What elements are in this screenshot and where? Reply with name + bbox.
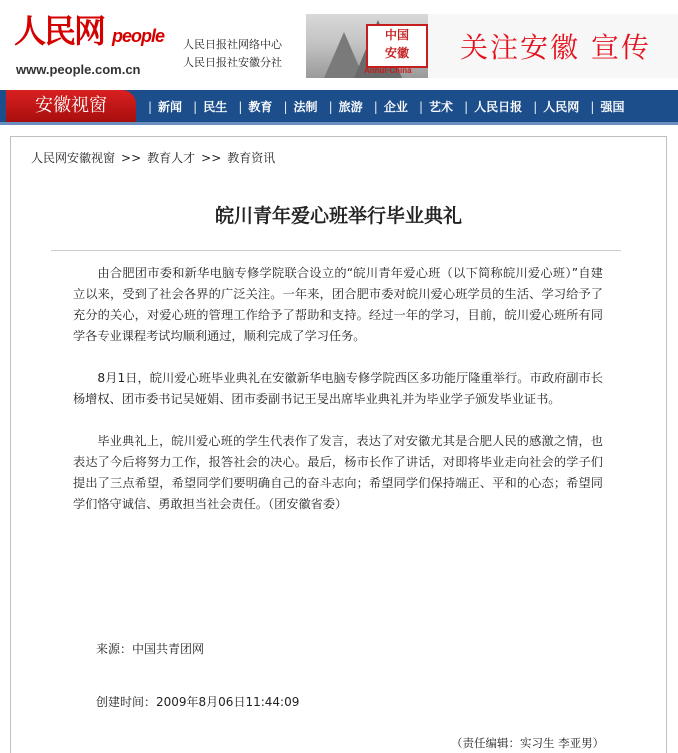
article-body <box>73 263 603 515</box>
article-created-time: 创建时间：2009年8月06日11:44:09 <box>96 695 300 709</box>
seal-subtitle: Anhui·China <box>364 66 412 75</box>
article-paragraph: 8月1日，皖川爱心班毕业典礼在安徽新华电脑专修学院西区多功能厅隆重举行。市政府副市长杨增权、团市委书记吴娅娟、团市委副书记王旻出席毕业典礼并为毕业学子颁发毕业证书。 <box>73 371 603 406</box>
org-line-2: 人民日报社安徽分社 <box>183 56 282 69</box>
nav-separator: | <box>193 100 198 114</box>
mountain-photo <box>306 14 428 78</box>
nav-separator: | <box>533 100 538 114</box>
nav-separator: | <box>418 100 423 114</box>
channel-title[interactable]: 安徽视窗 <box>6 90 136 122</box>
nav-separator: | <box>283 100 288 114</box>
nav-link-peoples-daily[interactable]: 人民日报 <box>474 100 523 114</box>
nav-link-qiangguo[interactable]: 强国 <box>600 100 625 114</box>
nav-link-news[interactable]: 新闻 <box>158 100 183 114</box>
site-header <box>0 0 678 90</box>
nav-link-people-net[interactable]: 人民网 <box>543 100 580 114</box>
nav-link-law[interactable]: 法制 <box>293 100 318 114</box>
anhui-banner[interactable] <box>306 14 678 78</box>
nav-link-business[interactable]: 企业 <box>383 100 408 114</box>
nav-separator: | <box>238 100 243 114</box>
logo-people: people <box>112 26 165 46</box>
nav-separator: | <box>590 100 595 114</box>
anhui-seal <box>366 24 428 68</box>
breadcrumb-home[interactable]: 人民网安徽视窗 <box>31 151 116 165</box>
org-line-1: 人民日报社网络中心 <box>183 38 282 51</box>
article-editor: （责任编辑：实习生 李亚男） <box>451 736 605 750</box>
breadcrumb-separator: >> <box>201 151 222 165</box>
article-paragraph: 由合肥团市委和新华电脑专修学院联合设立的“皖川青年爱心班（以下简称皖川爱心班）”自建立以来，受到了社会各界的广泛关注。一年来，团合肥市委对皖川爱心班学员的生活、学习给予了充分的关心，对爱心班的管理工作给予了帮助和支持。经过一年的学习，目前，皖川爱心班所有同学各专业课程考试均顺利通过，顺利完成了学习任务。 <box>73 266 603 343</box>
nav-link-art[interactable]: 艺术 <box>428 100 453 114</box>
main-nav <box>0 90 678 125</box>
seal-line-2: 安徽 <box>384 46 409 60</box>
logo-brand: 人民网 <box>14 12 105 50</box>
article-title: 皖川青年爱心班举行毕业典礼 <box>214 205 462 227</box>
nav-link-education[interactable]: 教育 <box>248 100 273 114</box>
org-info <box>183 36 282 72</box>
breadcrumb-education-talent[interactable]: 教育人才 <box>147 151 196 165</box>
logo-url: www.people.com.cn <box>16 62 141 77</box>
breadcrumb-education-news[interactable]: 教育资讯 <box>227 151 276 165</box>
nav-separator: | <box>373 100 378 114</box>
title-divider <box>51 250 621 251</box>
nav-separator: | <box>328 100 333 114</box>
seal-line-1: 中国 <box>384 28 409 42</box>
article-paragraph: 毕业典礼上，皖川爱心班的学生代表作了发言，表达了对安徽尤其是合肥人民的感激之情，也表达了今后将努力工作，报答社会的决心。最后，杨市长作了讲话，对即将毕业走向社会的学子们提出了三点希望，希望同学们要明确自己的奋斗志向；希望同学们保持端正、平和的心态；希望同学们恪守诚信、勇敢担当社会责任。（团安徽省委） <box>73 434 603 511</box>
nav-links <box>142 90 624 122</box>
breadcrumb-separator: >> <box>121 151 142 165</box>
breadcrumb <box>31 149 275 166</box>
article-source: 来源：中国共青团网 <box>96 642 205 656</box>
people-logo[interactable] <box>14 12 179 82</box>
article-container <box>10 136 667 753</box>
nav-separator: | <box>464 100 469 114</box>
nav-separator: | <box>148 100 153 114</box>
nav-link-travel[interactable]: 旅游 <box>338 100 363 114</box>
banner-slogan: 关注安徽 宣传 <box>460 31 651 64</box>
nav-link-livelihood[interactable]: 民生 <box>203 100 228 114</box>
